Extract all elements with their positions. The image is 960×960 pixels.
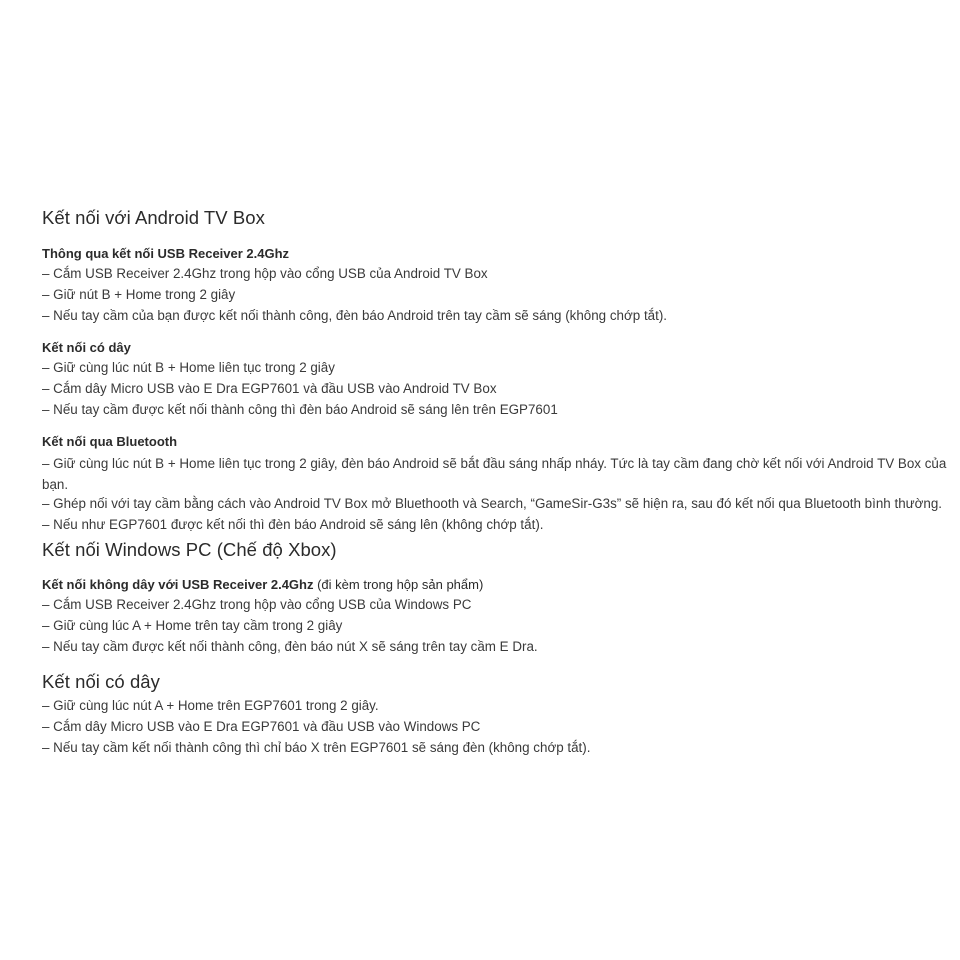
list-item: – Nếu như EGP7601 được kết nối thì đèn báo Android sẽ sáng lên (không chớp tắt). bbox=[42, 517, 544, 532]
list-item: – Giữ cùng lúc A + Home trên tay cầm trong 2 giây bbox=[42, 618, 343, 633]
list-item: – Ghép nối với tay cầm bằng cách vào Android TV Box mở Bluethooth và Search, “GameSir-G3s” sẽ hiện ra, sau đó kết nối qua Bluetooth bình thường. bbox=[42, 496, 942, 511]
subheading-wireless bbox=[42, 577, 483, 592]
list-item: – Giữ nút B + Home trong 2 giây bbox=[42, 287, 236, 302]
list-item: – Cắm USB Receiver 2.4Ghz trong hộp vào cổng USB của Windows PC bbox=[42, 597, 472, 612]
subheading-wireless-label: Kết nối không dây với USB Receiver 2.4Ghz bbox=[42, 577, 314, 592]
subheading-wired: Kết nối có dây bbox=[42, 340, 131, 355]
section-title-android: Kết nối với Android TV Box bbox=[42, 207, 265, 228]
list-item: – Nếu tay cầm kết nối thành công thì chỉ báo X trên EGP7601 sẽ sáng đèn (không chớp tắt). bbox=[42, 740, 591, 755]
list-item: – Cắm USB Receiver 2.4Ghz trong hộp vào cổng USB của Android TV Box bbox=[42, 266, 488, 281]
subheading-bluetooth: Kết nối qua Bluetooth bbox=[42, 434, 178, 449]
section-title-wired: Kết nối có dây bbox=[42, 671, 160, 692]
subheading-usb-receiver: Thông qua kết nối USB Receiver 2.4Ghz bbox=[42, 246, 290, 261]
section-title-windows: Kết nối Windows PC (Chế độ Xbox) bbox=[42, 539, 337, 560]
subheading-wireless-note: (đi kèm trong hộp sản phẩm) bbox=[313, 577, 484, 592]
list-item: – Giữ cùng lúc nút B + Home liên tục trong 2 giây, đèn báo Android sẽ bắt đầu sáng nhấp nháy. Tức là tay cầm đang chờ kết nối với Android TV Box của bạn. bbox=[42, 456, 947, 492]
list-item: – Giữ cùng lúc nút B + Home liên tục trong 2 giây bbox=[42, 360, 335, 375]
list-item: – Giữ cùng lúc nút A + Home trên EGP7601 trong 2 giây. bbox=[42, 698, 379, 713]
list-item: – Nếu tay cầm được kết nối thành công, đèn báo nút X sẽ sáng trên tay cầm E Dra. bbox=[42, 639, 538, 654]
list-item: – Nếu tay cầm của bạn được kết nối thành công, đèn báo Android trên tay cầm sẽ sáng (không chớp tắt). bbox=[42, 308, 668, 323]
list-item: – Cắm dây Micro USB vào E Dra EGP7601 và đầu USB vào Android TV Box bbox=[42, 381, 497, 396]
list-item: – Nếu tay cầm được kết nối thành công thì đèn báo Android sẽ sáng lên trên EGP7601 bbox=[42, 402, 558, 417]
list-item: – Cắm dây Micro USB vào E Dra EGP7601 và đầu USB vào Windows PC bbox=[42, 719, 481, 734]
